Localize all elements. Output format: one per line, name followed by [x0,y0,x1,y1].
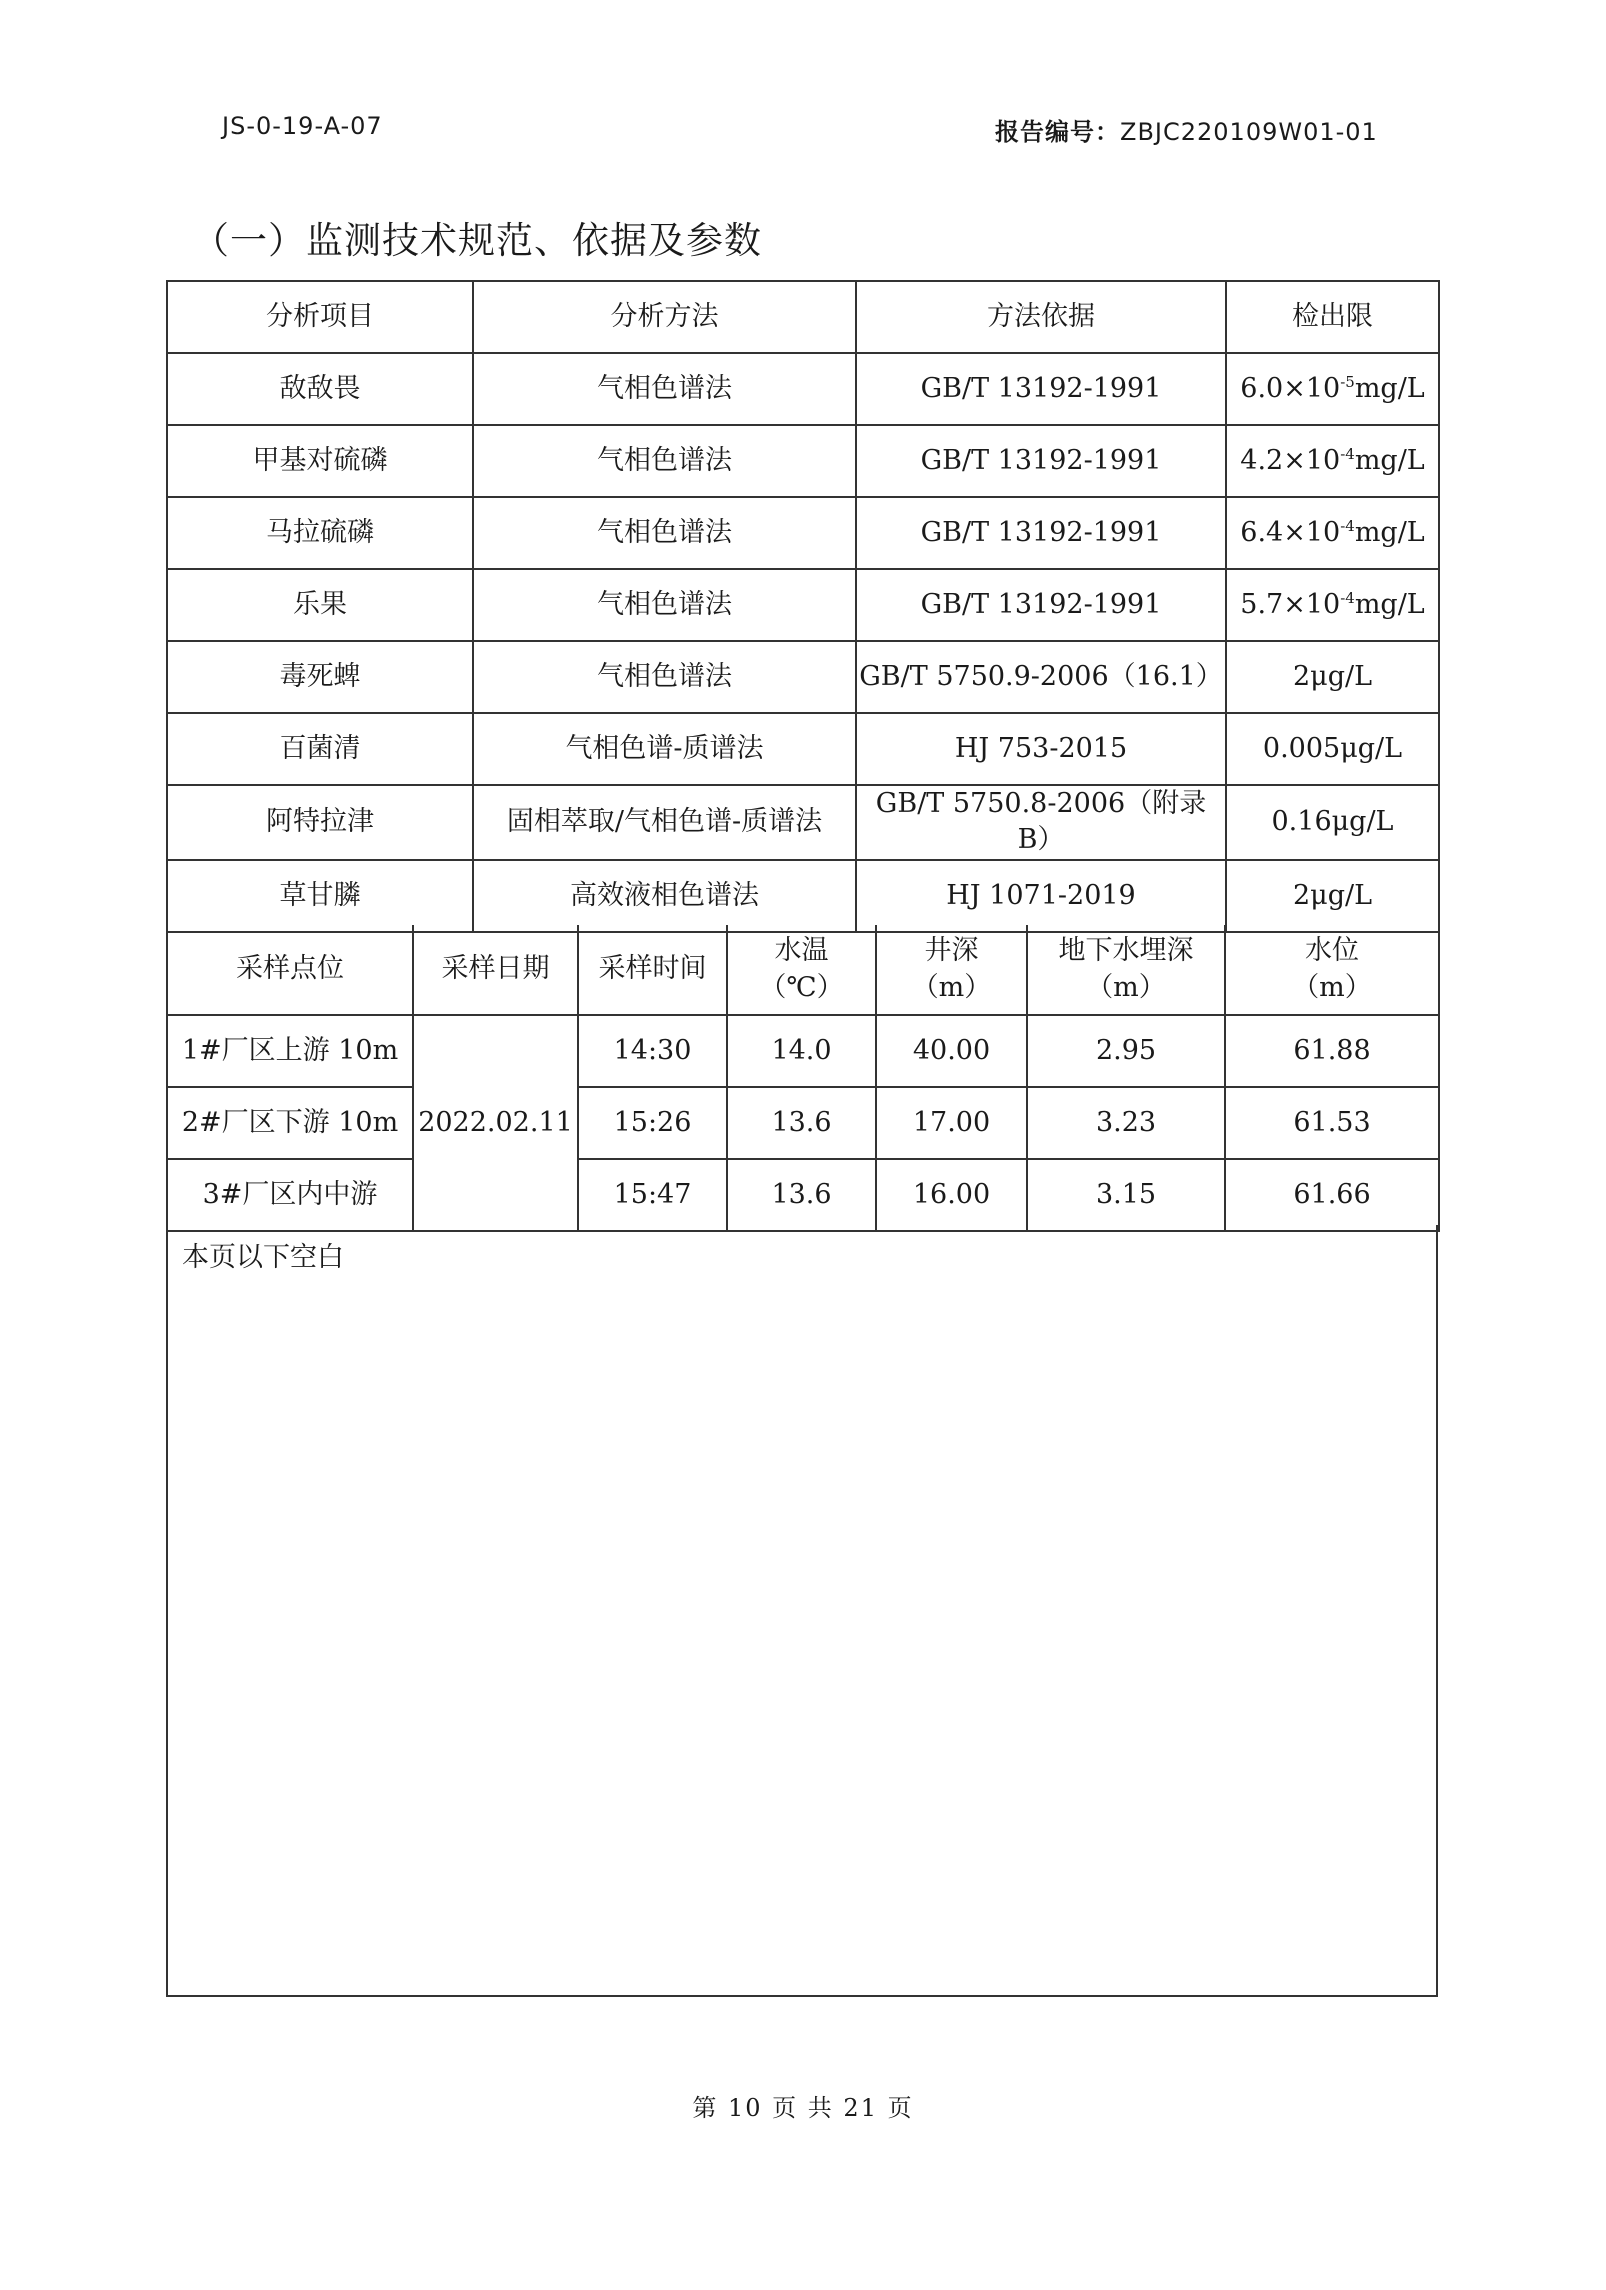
groundwater-depth-cell: 2.95 [1027,1015,1225,1087]
analysis-method-cell: 气相色谱法 [473,569,856,641]
analysis-item-cell: 阿特拉津 [167,785,473,860]
water-level-cell: 61.88 [1225,1015,1439,1087]
limit-unit: mg/L [1354,372,1425,404]
blank-area [166,1225,1438,1997]
column-header: 方法依据 [856,281,1226,353]
detection-limit-cell [1226,425,1439,497]
limit-exponent: -4 [1340,444,1355,463]
column-header: 采样点位 [167,925,413,1015]
column-header: 采样日期 [413,925,578,1015]
report-number [995,112,1378,147]
detection-limit-cell [1226,353,1439,425]
header-line: 地下水埋深 [1058,935,1194,967]
analysis-method-cell: 气相色谱法 [473,641,856,713]
methods-header-row [167,281,1439,353]
water-level-cell: 61.66 [1225,1159,1439,1231]
limit-base: 5.7×10 [1240,588,1341,620]
detection-limit-cell [1226,641,1439,713]
analysis-item-cell: 毒死蜱 [167,641,473,713]
column-header [1225,925,1439,1015]
method-basis-cell: GB/T 13192-1991 [856,497,1226,569]
header-line: 井深 [924,935,979,967]
sampling-point-cell: 2#厂区下游 10m [167,1087,413,1159]
column-header: 分析方法 [473,281,856,353]
limit-base: 2μg/L [1292,660,1373,692]
water-temp-cell: 14.0 [727,1015,876,1087]
limit-unit: mg/L [1354,516,1425,548]
analysis-item-cell: 草甘膦 [167,860,473,932]
table-row [167,713,1439,785]
table-row [167,569,1439,641]
analysis-method-cell: 气相色谱法 [473,497,856,569]
sampling-table [166,925,1438,1232]
column-header [727,925,876,1015]
column-header: 分析项目 [167,281,473,353]
header-line: 水位 [1305,935,1359,967]
report-number-value: ZBJC220109W01-01 [1120,118,1378,146]
analysis-method-cell: 气相色谱法 [473,425,856,497]
section-title: （一）监测技术规范、依据及参数 [192,219,762,262]
table-row [167,860,1439,932]
method-basis-cell: HJ 753-2015 [856,713,1226,785]
limit-exponent: -4 [1340,516,1355,535]
table-row [167,497,1439,569]
sampling-point-cell: 3#厂区内中游 [167,1159,413,1231]
method-basis-cell: GB/T 13192-1991 [856,425,1226,497]
table-row [167,1015,1439,1087]
method-basis-cell: GB/T 5750.8-2006（附录 B） [856,785,1226,860]
sampling-time-cell: 14:30 [578,1015,727,1087]
limit-base: 4.2×10 [1240,444,1341,476]
method-basis-cell: GB/T 13192-1991 [856,353,1226,425]
document-code: JS-0-19-A-07 [222,112,383,140]
detection-limit-cell [1226,713,1439,785]
column-header: 检出限 [1226,281,1439,353]
table-row [167,785,1439,860]
method-basis-cell: GB/T 13192-1991 [856,569,1226,641]
limit-exponent: -5 [1340,372,1355,391]
well-depth-cell: 17.00 [876,1087,1027,1159]
well-depth-cell: 16.00 [876,1159,1027,1231]
header-unit: （℃） [759,971,844,1003]
column-header [1027,925,1225,1015]
page-footer: 第 10 页 共 21 页 [692,2094,914,2122]
limit-unit: mg/L [1354,588,1425,620]
sampling-date-cell: 2022.02.11 [413,1015,578,1231]
column-header [876,925,1027,1015]
detection-limit-cell [1226,569,1439,641]
limit-unit: mg/L [1354,444,1425,476]
table-row [167,1159,1439,1231]
sampling-time-cell: 15:47 [578,1159,727,1231]
header-unit: （m） [911,971,992,1003]
methods-table [166,280,1438,933]
method-basis-cell: HJ 1071-2019 [856,860,1226,932]
analysis-method-cell: 高效液相色谱法 [473,860,856,932]
header-unit: （m） [1086,971,1166,1003]
analysis-item-cell: 敌敌畏 [167,353,473,425]
method-basis-cell: GB/T 5750.9-2006（16.1） [856,641,1226,713]
header-line: 水温 [774,935,829,967]
detection-limit-cell [1226,497,1439,569]
detection-limit-cell [1226,785,1439,860]
groundwater-depth-cell: 3.23 [1027,1087,1225,1159]
table-row [167,1087,1439,1159]
detection-limit-cell [1226,860,1439,932]
blank-note: 本页以下空白 [182,1242,344,1273]
limit-exponent: -4 [1340,588,1355,607]
analysis-method-cell: 气相色谱-质谱法 [473,713,856,785]
report-number-label: 报告编号： [995,118,1120,146]
water-temp-cell: 13.6 [727,1087,876,1159]
sampling-time-cell: 15:26 [578,1087,727,1159]
analysis-method-cell: 固相萃取/气相色谱-质谱法 [473,785,856,860]
water-temp-cell: 13.6 [727,1159,876,1231]
analysis-item-cell: 马拉硫磷 [167,497,473,569]
analysis-item-cell: 百菌清 [167,713,473,785]
limit-base: 6.0×10 [1240,372,1341,404]
analysis-method-cell: 气相色谱法 [473,353,856,425]
analysis-item-cell: 乐果 [167,569,473,641]
table-row [167,641,1439,713]
groundwater-depth-cell: 3.15 [1027,1159,1225,1231]
header-unit: （m） [1292,971,1372,1003]
water-level-cell: 61.53 [1225,1087,1439,1159]
well-depth-cell: 40.00 [876,1015,1027,1087]
limit-base: 6.4×10 [1240,516,1341,548]
limit-base: 0.005μg/L [1262,732,1403,764]
table-row [167,425,1439,497]
analysis-item-cell: 甲基对硫磷 [167,425,473,497]
sampling-header-row [167,925,1439,1015]
table-row [167,353,1439,425]
column-header: 采样时间 [578,925,727,1015]
sampling-point-cell: 1#厂区上游 10m [167,1015,413,1087]
limit-base: 0.16μg/L [1271,806,1394,838]
limit-base: 2μg/L [1292,879,1373,911]
